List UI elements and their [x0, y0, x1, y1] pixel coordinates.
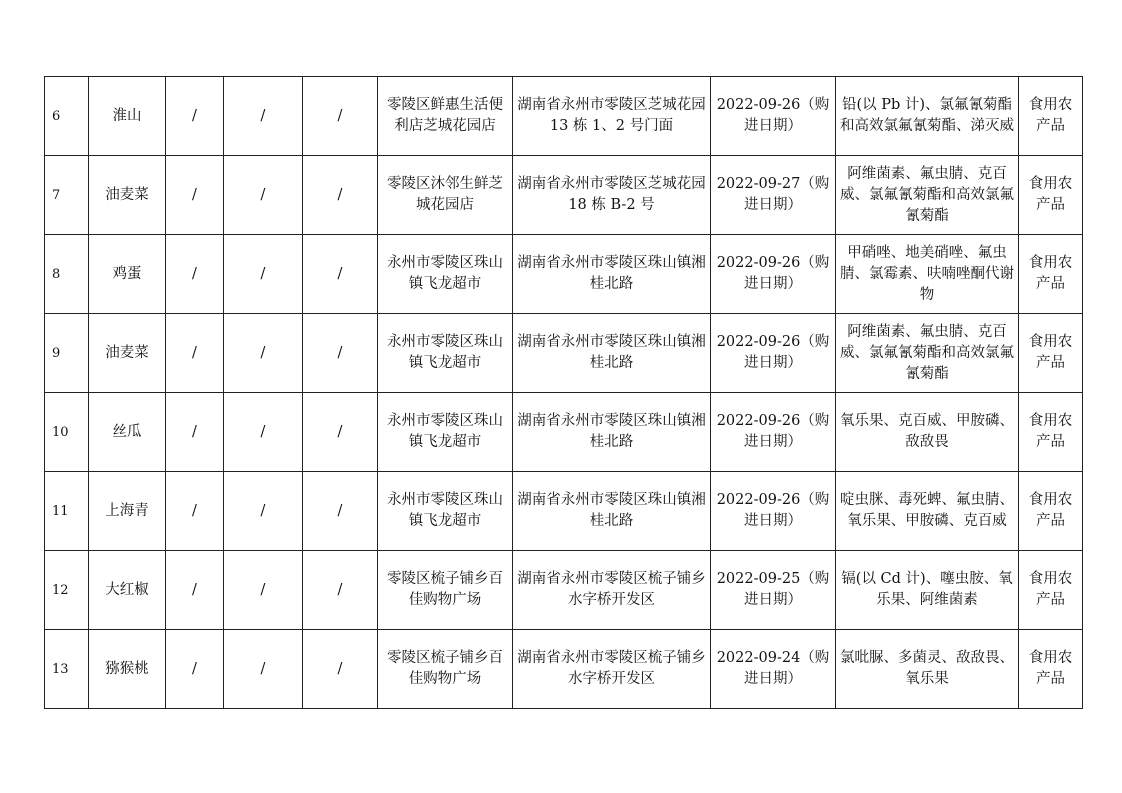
- cell-test-items: 啶虫脒、毒死蜱、氟虫腈、氧乐果、甲胺磷、克百威: [836, 472, 1019, 551]
- cell-sample-no: 6: [45, 77, 89, 156]
- cell-sampled-address: 湖南省永州市零陵区珠山镇湘桂北路: [513, 314, 711, 393]
- cell-spec: /: [166, 551, 224, 630]
- cell-test-items: 氯吡脲、多菌灵、敌敌畏、氧乐果: [836, 630, 1019, 709]
- table-row: [45, 393, 1083, 472]
- cell-sampled-unit: 零陵区沐邻生鲜芝城花园店: [378, 156, 513, 235]
- cell-sampled-address: 湖南省永州市零陵区珠山镇湘桂北路: [513, 235, 711, 314]
- cell-test-items: 阿维菌素、氟虫腈、克百威、氯氟氰菊酯和高效氯氟氰菊酯: [836, 314, 1019, 393]
- cell-test-items: 甲硝唑、地美硝唑、氟虫腈、氯霉素、呋喃唑酮代谢物: [836, 235, 1019, 314]
- cell-product-name: 淮山: [89, 77, 166, 156]
- cell-date: 2022-09-27（购进日期）: [711, 156, 836, 235]
- cell-sample-no: 7: [45, 156, 89, 235]
- cell-manufacturer: /: [303, 393, 378, 472]
- cell-manufacturer: /: [303, 314, 378, 393]
- table-row: [45, 472, 1083, 551]
- cell-product-name: 油麦菜: [89, 156, 166, 235]
- table-row: [45, 630, 1083, 709]
- cell-sample-no: 10: [45, 393, 89, 472]
- cell-manufacturer: /: [303, 235, 378, 314]
- cell-product-name: 丝瓜: [89, 393, 166, 472]
- cell-sampled-address: 湖南省永州市零陵区珠山镇湘桂北路: [513, 472, 711, 551]
- cell-spec: /: [166, 393, 224, 472]
- cell-category: 食用农产品: [1019, 551, 1083, 630]
- cell-manufacturer: /: [303, 472, 378, 551]
- cell-sampled-address: 湖南省永州市零陵区梳子铺乡水字桥开发区: [513, 551, 711, 630]
- cell-spec: /: [166, 235, 224, 314]
- cell-sampled-address: 湖南省永州市零陵区芝城花园 18 栋 B-2 号: [513, 156, 711, 235]
- cell-sampled-unit: 零陵区鲜惠生活便利店芝城花园店: [378, 77, 513, 156]
- cell-sample-no: 13: [45, 630, 89, 709]
- cell-spec: /: [166, 156, 224, 235]
- cell-product-name: 上海青: [89, 472, 166, 551]
- cell-trademark: /: [224, 630, 303, 709]
- cell-spec: /: [166, 472, 224, 551]
- cell-sample-no: 9: [45, 314, 89, 393]
- cell-sampled-unit: 永州市零陵区珠山镇飞龙超市: [378, 393, 513, 472]
- cell-sampled-unit: 零陵区梳子铺乡百佳购物广场: [378, 551, 513, 630]
- cell-sampled-unit: 零陵区梳子铺乡百佳购物广场: [378, 630, 513, 709]
- cell-date: 2022-09-26（购进日期）: [711, 472, 836, 551]
- cell-category: 食用农产品: [1019, 314, 1083, 393]
- cell-sampled-unit: 永州市零陵区珠山镇飞龙超市: [378, 314, 513, 393]
- cell-sampled-unit: 永州市零陵区珠山镇飞龙超市: [378, 235, 513, 314]
- cell-date: 2022-09-26（购进日期）: [711, 393, 836, 472]
- cell-sampled-unit: 永州市零陵区珠山镇飞龙超市: [378, 472, 513, 551]
- cell-category: 食用农产品: [1019, 630, 1083, 709]
- cell-spec: /: [166, 77, 224, 156]
- table-row: [45, 235, 1083, 314]
- cell-category: 食用农产品: [1019, 472, 1083, 551]
- sampling-results-table: [44, 76, 1083, 709]
- cell-sample-no: 12: [45, 551, 89, 630]
- cell-sampled-address: 湖南省永州市零陵区芝城花园 13 栋 1、2 号门面: [513, 77, 711, 156]
- table-row: [45, 551, 1083, 630]
- cell-trademark: /: [224, 77, 303, 156]
- cell-manufacturer: /: [303, 551, 378, 630]
- cell-sample-no: 11: [45, 472, 89, 551]
- cell-trademark: /: [224, 393, 303, 472]
- cell-product-name: 猕猴桃: [89, 630, 166, 709]
- cell-date: 2022-09-26（购进日期）: [711, 314, 836, 393]
- cell-product-name: 鸡蛋: [89, 235, 166, 314]
- cell-manufacturer: /: [303, 630, 378, 709]
- cell-test-items: 氧乐果、克百威、甲胺磷、敌敌畏: [836, 393, 1019, 472]
- cell-test-items: 阿维菌素、氟虫腈、克百威、氯氟氰菊酯和高效氯氟氰菊酯: [836, 156, 1019, 235]
- cell-category: 食用农产品: [1019, 393, 1083, 472]
- cell-test-items: 镉(以 Cd 计)、噻虫胺、氧乐果、阿维菌素: [836, 551, 1019, 630]
- cell-date: 2022-09-26（购进日期）: [711, 77, 836, 156]
- table-row: [45, 156, 1083, 235]
- cell-category: 食用农产品: [1019, 235, 1083, 314]
- cell-date: 2022-09-26（购进日期）: [711, 235, 836, 314]
- cell-test-items: 铅(以 Pb 计)、氯氟氰菊酯和高效氯氟氰菊酯、涕灭威: [836, 77, 1019, 156]
- cell-trademark: /: [224, 235, 303, 314]
- cell-sampled-address: 湖南省永州市零陵区梳子铺乡水字桥开发区: [513, 630, 711, 709]
- cell-trademark: /: [224, 551, 303, 630]
- table-body: [45, 77, 1083, 709]
- table-row: [45, 77, 1083, 156]
- cell-date: 2022-09-24（购进日期）: [711, 630, 836, 709]
- cell-trademark: /: [224, 314, 303, 393]
- cell-manufacturer: /: [303, 77, 378, 156]
- table-row: [45, 314, 1083, 393]
- cell-product-name: 大红椒: [89, 551, 166, 630]
- cell-spec: /: [166, 630, 224, 709]
- cell-date: 2022-09-25（购进日期）: [711, 551, 836, 630]
- cell-manufacturer: /: [303, 156, 378, 235]
- cell-trademark: /: [224, 156, 303, 235]
- cell-category: 食用农产品: [1019, 77, 1083, 156]
- cell-spec: /: [166, 314, 224, 393]
- cell-trademark: /: [224, 472, 303, 551]
- cell-sample-no: 8: [45, 235, 89, 314]
- cell-product-name: 油麦菜: [89, 314, 166, 393]
- cell-sampled-address: 湖南省永州市零陵区珠山镇湘桂北路: [513, 393, 711, 472]
- cell-category: 食用农产品: [1019, 156, 1083, 235]
